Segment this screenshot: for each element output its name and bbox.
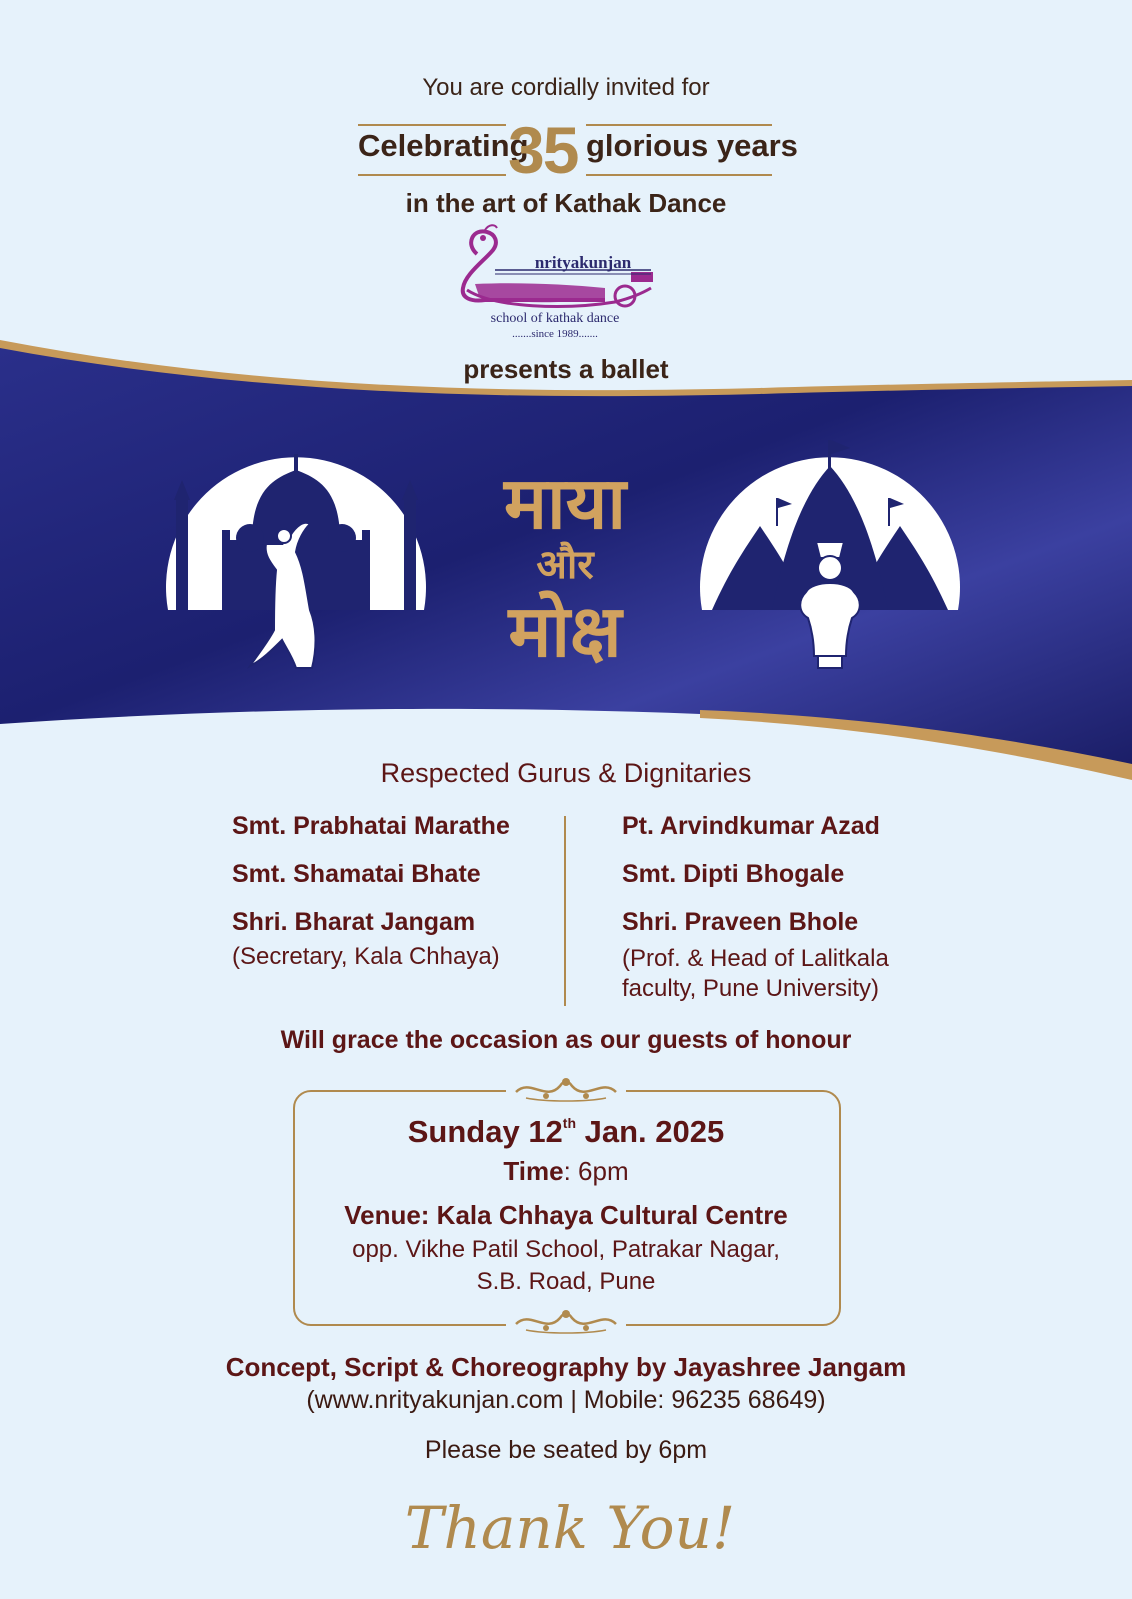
presents-text: presents a ballet: [463, 354, 669, 384]
contact-info: (www.nrityakunjan.com | Mobile: 96235 68649): [306, 1386, 826, 1414]
floral-ornament-icon: [506, 1304, 626, 1340]
guru-left-3: Shri. Bharat Jangam: [232, 908, 476, 936]
event-month-year: Jan. 2025: [584, 1114, 725, 1149]
logo-tagline: school of kathak dance: [490, 311, 620, 326]
guru-right-3: Shri. Praveen Bhole: [622, 908, 859, 936]
logo-since: .......since 1989.......: [512, 328, 598, 340]
guru-left-2: Smt. Shamatai Bhate: [232, 860, 481, 888]
thank-you-text: Thank You!: [404, 1494, 736, 1562]
honour-text: Will grace the occasion as our guests of honour: [280, 1026, 852, 1054]
glorious-years-text: glorious years: [586, 128, 798, 163]
venue-address-line-2: S.B. Road, Pune: [476, 1268, 656, 1295]
logo-name: nrityakunjan: [534, 253, 632, 272]
celebrate-top-line-left: [358, 124, 506, 126]
intro-text: You are cordially invited for: [422, 74, 710, 101]
celebrate-bottom-line-right: [586, 174, 772, 176]
event-venue: [0, 1200, 1132, 1231]
celebrating-text: Celebrating: [358, 128, 529, 163]
event-day: Sunday 12: [407, 1114, 563, 1149]
ballet-title-maya: माया: [503, 461, 627, 545]
years-number: 35: [508, 113, 578, 187]
venue-address-line-1: opp. Vikhe Patil School, Patrakar Nagar,: [352, 1236, 780, 1263]
art-line: in the art of Kathak Dance: [405, 188, 727, 218]
event-day-suffix: th: [562, 1115, 577, 1131]
peacock-veena-logo: [455, 224, 685, 344]
guru-right-1: Pt. Arvindkumar Azad: [622, 812, 880, 840]
venue-label: Venue: [344, 1200, 421, 1230]
venue-value: : Kala Chhaya Cultural Centre: [420, 1200, 788, 1230]
guru-right-3-note-1: (Prof. & Head of Lalitkala: [622, 945, 889, 972]
event-time: [0, 1156, 1132, 1187]
time-value: : 6pm: [563, 1156, 629, 1186]
guru-left-3-note: (Secretary, Kala Chhaya): [232, 943, 500, 970]
seated-note: Please be seated by 6pm: [424, 1436, 708, 1464]
celebrate-bottom-line-left: [358, 174, 506, 176]
ballet-title-aur: और: [536, 542, 594, 588]
gurus-heading: Respected Gurus & Dignitaries: [380, 758, 752, 788]
thank-you-signature: [400, 1476, 740, 1586]
gurus-divider: [564, 816, 566, 1006]
floral-ornament-icon: [506, 1072, 626, 1108]
event-date: [0, 1114, 1132, 1150]
time-label: Time: [503, 1156, 564, 1186]
guru-left-1: Smt. Prabhatai Marathe: [232, 812, 510, 840]
guru-right-2: Smt. Dipti Bhogale: [622, 860, 845, 888]
celebrate-top-line-right: [586, 124, 772, 126]
guru-right-3-note-2: faculty, Pune University): [622, 975, 879, 1002]
ballet-title-moksh: मोक्ष: [508, 589, 622, 673]
concept-credit: Concept, Script & Choreography by Jayashree Jangam: [225, 1352, 907, 1382]
